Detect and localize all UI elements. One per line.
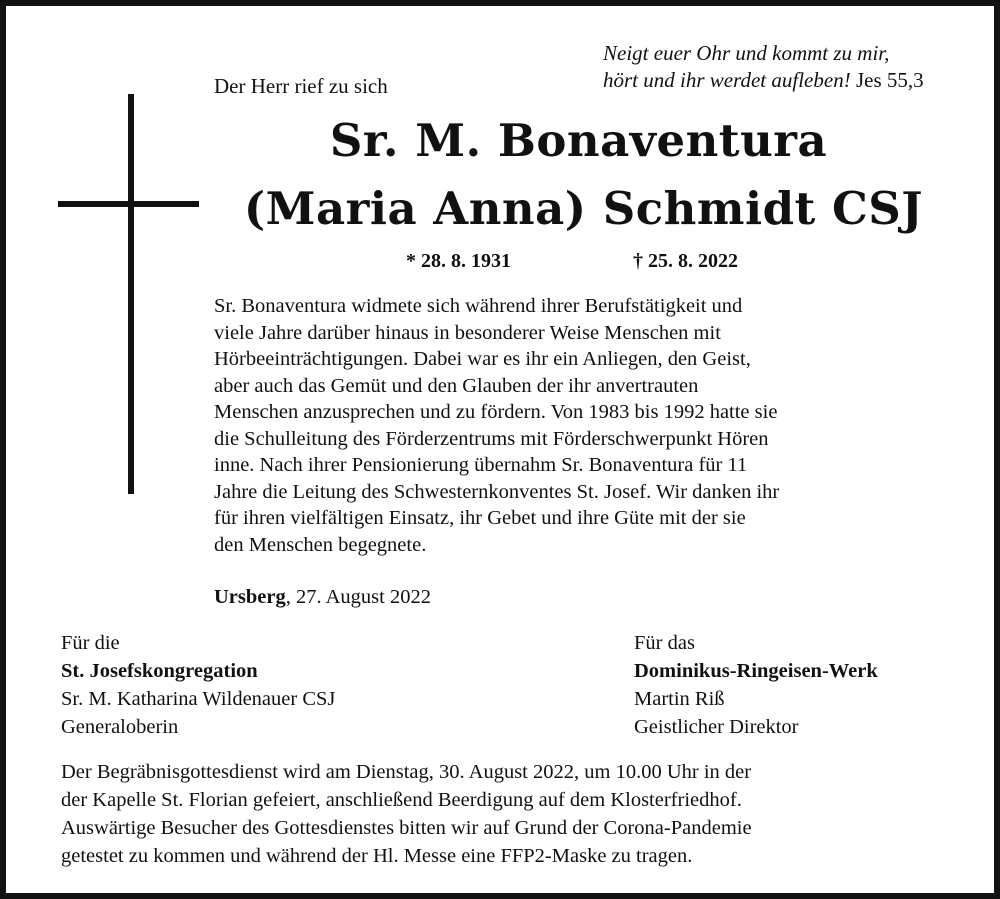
- intro-text: Der Herr rief zu sich: [214, 74, 388, 98]
- bio-line: die Schulleitung des Förderzentrums mit Förderschwerpunkt Hören: [214, 427, 769, 450]
- signatory-person: Martin Riß: [634, 688, 725, 710]
- place-name: Ursberg: [214, 586, 286, 608]
- biography: [214, 293, 974, 558]
- signatory-left: [61, 629, 335, 741]
- death-date: † 25. 8. 2022: [633, 250, 738, 272]
- signatory-right: [634, 629, 878, 741]
- signatory-organization: Dominikus-Ringeisen-Werk: [634, 660, 878, 682]
- funeral-information: [61, 758, 752, 870]
- bio-line: viele Jahre darüber hinaus in besonderer Weise Menschen mit: [214, 321, 721, 344]
- bio-line: Sr. Bonaventura widmete sich während ihrer Berufstätigkeit und: [214, 295, 743, 317]
- bio-line: Menschen anzusprechen und zu fördern. Von 1983 bis 1992 hatte sie: [214, 401, 778, 423]
- signatory-role: Geistlicher Direktor: [634, 716, 799, 738]
- quote-line-2: hört und ihr werdet aufleben! Jes 55,3: [603, 68, 924, 92]
- bio-line: Hörbeeinträchtigungen. Dabei war es ihr ein Anliegen, den Geist,: [214, 348, 751, 370]
- funeral-line: der Kapelle St. Florian gefeiert, anschließend Beerdigung auf dem Klosterfriedhof.: [61, 789, 742, 811]
- bible-quote: [603, 40, 924, 94]
- signatory-person: Sr. M. Katharina Wildenauer CSJ: [61, 688, 336, 710]
- bio-line: inne. Nach ihrer Pensionierung übernahm Sr. Bonaventura für 11: [214, 454, 748, 476]
- notice-date: , 27. August 2022: [285, 586, 431, 608]
- bio-line: den Menschen begegnete.: [214, 533, 427, 556]
- funeral-line: Der Begräbnisgottesdienst wird am Dienstag, 30. August 2022, um 10.00 Uhr in der: [61, 761, 752, 783]
- quote-reference: Jes 55,3: [855, 68, 924, 92]
- bio-line: Jahre die Leitung des Schwesternkonventes St. Josef. Wir danken ihr: [214, 480, 780, 503]
- funeral-line: getestet zu kommen und während der Hl. Messe eine FFP2-Maske zu tragen.: [61, 845, 693, 867]
- place-and-date: [214, 586, 431, 609]
- signatory-role: Generaloberin: [61, 716, 179, 738]
- signatory-prefix: Für die: [61, 632, 120, 654]
- deceased-name-line-1: Sr. M. Bonaventura: [329, 114, 828, 167]
- signatory-prefix: Für das: [634, 632, 695, 654]
- birth-date: * 28. 8. 1931: [406, 250, 511, 272]
- funeral-line: Auswärtige Besucher des Gottesdienstes bitten wir auf Grund der Corona-Pandemie: [61, 817, 752, 839]
- quote-line-1: Neigt euer Ohr und kommt zu mir,: [603, 41, 890, 65]
- deceased-name-line-2: (Maria Anna) Schmidt CSJ: [243, 182, 924, 235]
- signatory-organization: St. Josefskongregation: [61, 660, 258, 682]
- bio-line: für ihren vielfältigen Einsatz, ihr Gebet und ihre Güte mit der sie: [214, 507, 746, 529]
- bio-line: aber auch das Gemüt und den Glauben der ihr anvertrauten: [214, 374, 699, 397]
